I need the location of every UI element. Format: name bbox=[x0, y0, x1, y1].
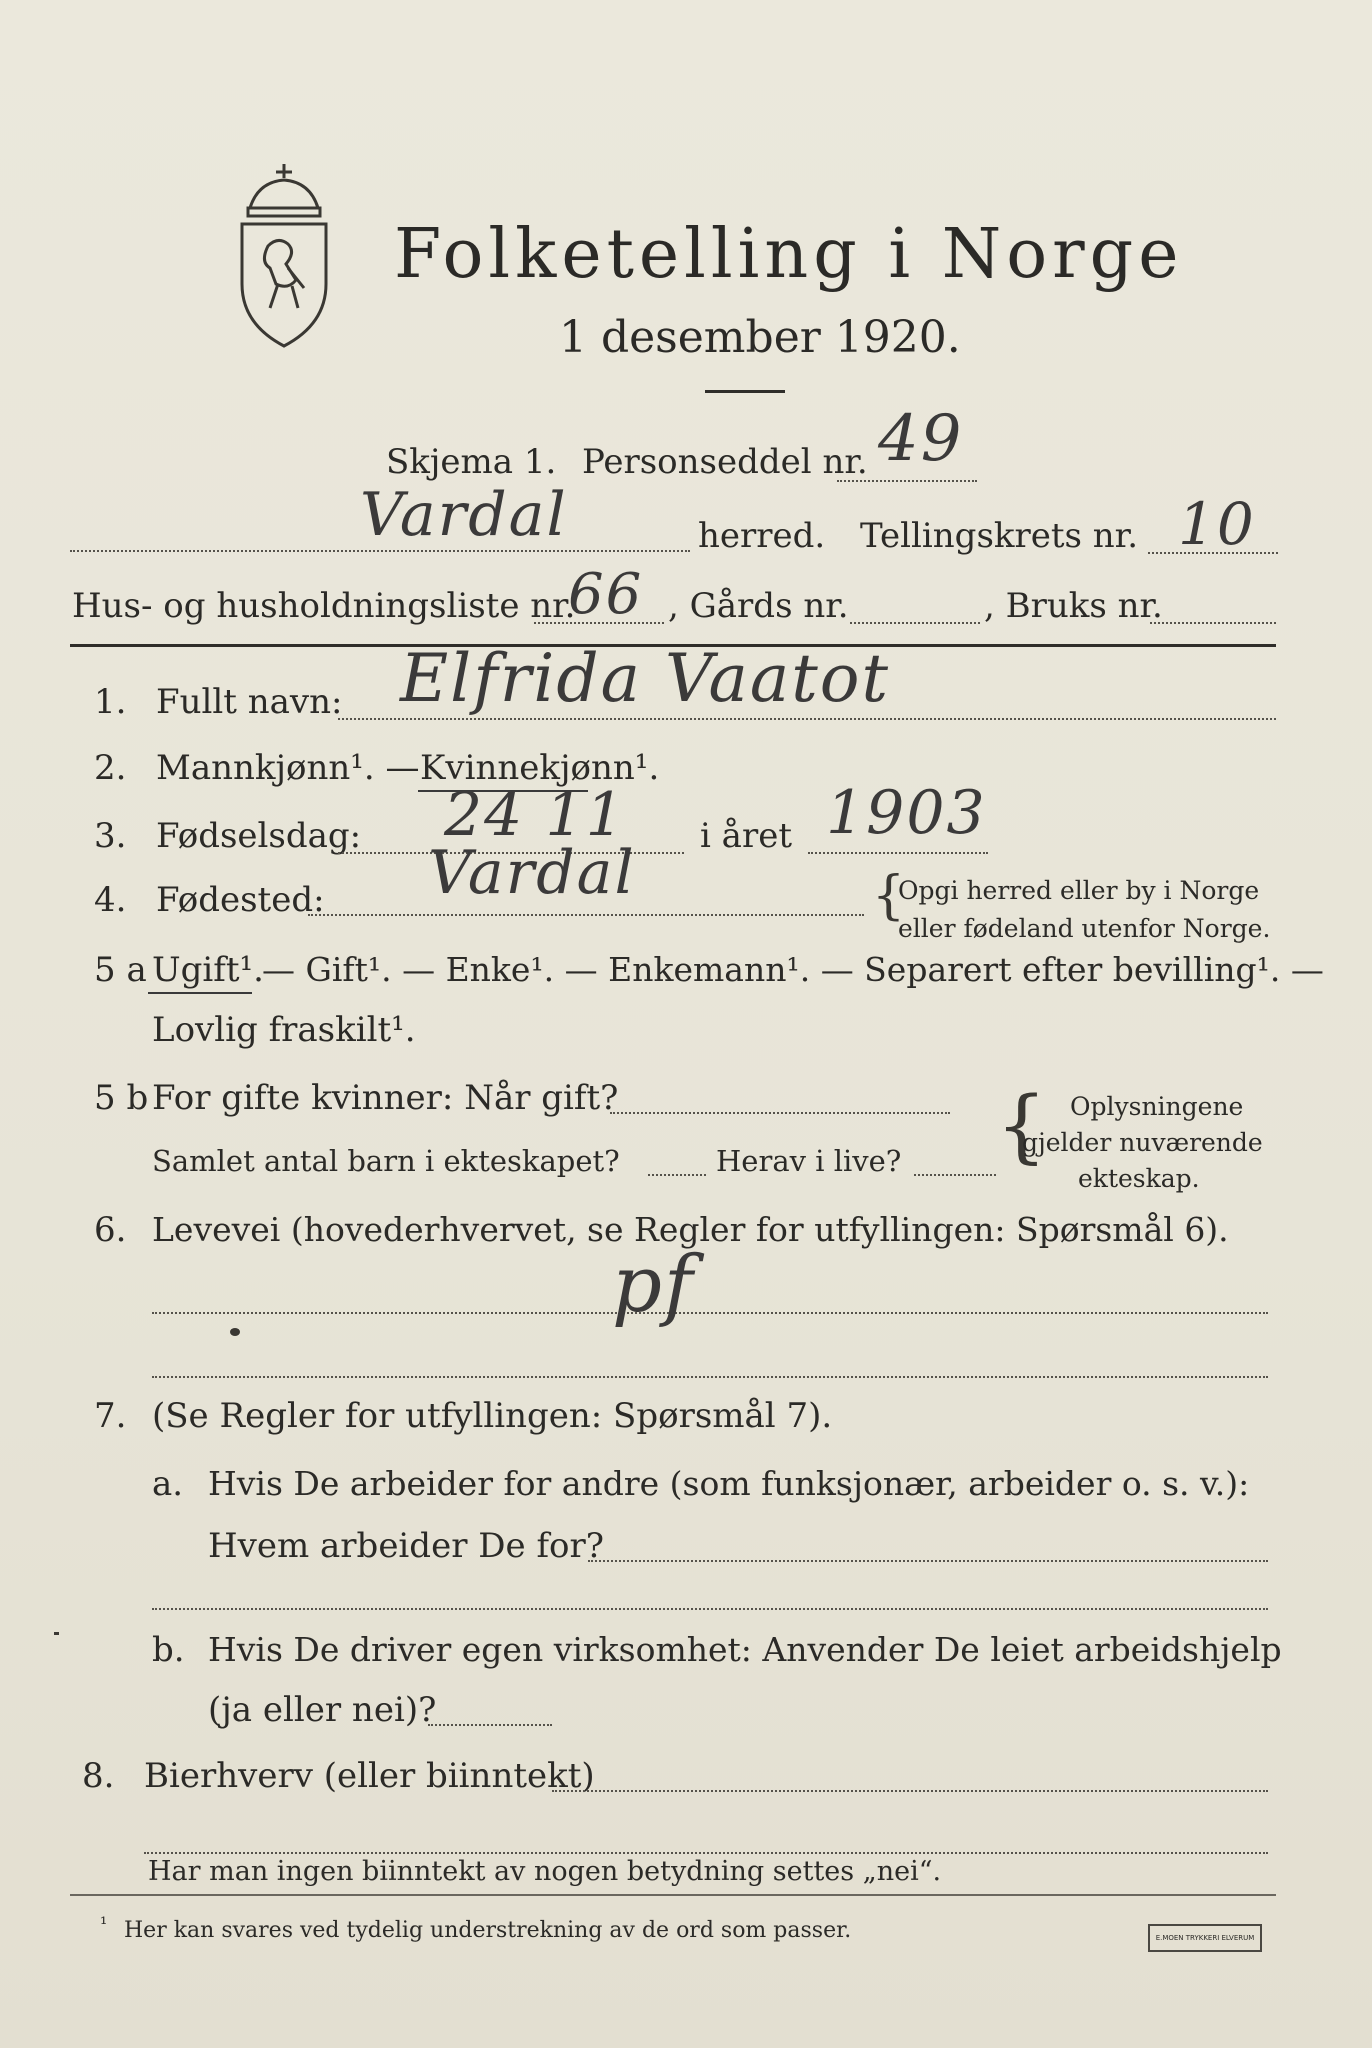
q5b-live-label: Herav i live? bbox=[716, 1144, 902, 1178]
census-date: 1 desember 1920. bbox=[559, 312, 961, 363]
q7a-line2: Hvem arbeider De for? bbox=[208, 1526, 604, 1566]
q6-line-2 bbox=[152, 1376, 1268, 1378]
q5b-gift-line bbox=[610, 1112, 950, 1114]
q4-note-1: Opgi herred eller by i Norge bbox=[898, 876, 1260, 905]
herred-value: Vardal bbox=[360, 480, 568, 550]
coat-of-arms-icon bbox=[228, 156, 340, 356]
q7b-line1: Hvis De driver egen virksomhet: Anvender De leiet arbeidshjelp bbox=[208, 1630, 1282, 1669]
q5a-options: — Gift¹. — Enke¹. — Enkemann¹. — Separert efter bevilling¹. — bbox=[262, 950, 1324, 989]
q2-mann: Mannkjønn¹. — bbox=[156, 748, 420, 788]
q8-number: 8. bbox=[82, 1756, 115, 1796]
q1-label: Fullt navn: bbox=[156, 682, 343, 722]
title-divider bbox=[705, 390, 785, 393]
footnote-text: Her kan svares ved tydelig understrekning av de ord som passer. bbox=[124, 1918, 852, 1943]
q7a-line1: Hvis De arbeider for andre (som funksjonær, arbeider o. s. v.): bbox=[208, 1464, 1250, 1503]
q5b-note-3: ekteskap. bbox=[1078, 1164, 1200, 1193]
q5b-note-1: Oplysningene bbox=[1070, 1092, 1244, 1121]
q5b-number: 5 b bbox=[94, 1078, 149, 1118]
q5b-note-2: gjelder nuværende bbox=[1022, 1128, 1263, 1157]
q5b-label: For gifte kvinner: Når gift? bbox=[152, 1078, 619, 1118]
q5a-ugift-underline bbox=[148, 992, 252, 994]
q6-number: 6. bbox=[94, 1210, 127, 1250]
bruks-line bbox=[1150, 622, 1276, 624]
personseddel-label: Personseddel nr. bbox=[582, 442, 868, 482]
q5a-line2: Lovlig fraskilt¹. bbox=[152, 1010, 416, 1050]
q7b-line2: (ja eller nei)? bbox=[208, 1690, 437, 1730]
herred-line bbox=[70, 550, 690, 552]
q2-number: 2. bbox=[94, 748, 127, 788]
q4-line bbox=[308, 914, 864, 916]
q5b-barn-line bbox=[648, 1174, 706, 1176]
q3-year-value: 1903 bbox=[826, 778, 987, 848]
hus-value: 66 bbox=[568, 562, 644, 627]
bruks-label: , Bruks nr. bbox=[984, 586, 1163, 626]
footer-rule bbox=[70, 1894, 1276, 1896]
q4-label: Fødested: bbox=[156, 880, 325, 920]
gards-line bbox=[850, 622, 980, 624]
form-title: Folketelling i Norge bbox=[394, 215, 1184, 294]
printer-stamp-text: E.MOEN TRYKKERI ELVERUM bbox=[1155, 1934, 1255, 1942]
q6-line-1 bbox=[152, 1312, 1268, 1314]
q5b-barn-label: Samlet antal barn i ekteskapet? bbox=[152, 1144, 620, 1178]
q8-line bbox=[552, 1790, 1268, 1792]
q3-number: 3. bbox=[94, 816, 127, 856]
ink-dot bbox=[230, 1328, 240, 1336]
q5a-number: 5 a bbox=[94, 950, 147, 990]
q1-value: Elfrida Vaatot bbox=[400, 640, 891, 717]
q7-number: 7. bbox=[94, 1396, 127, 1436]
q1-line bbox=[338, 718, 1276, 720]
q2-kvinne: Kvinnekjønn¹. bbox=[420, 748, 660, 788]
q3-value: 24 11 bbox=[444, 780, 626, 850]
gards-label: , Gårds nr. bbox=[668, 586, 849, 626]
q7a-letter: a. bbox=[152, 1464, 184, 1504]
biinntekt-note: Har man ingen biinntekt av nogen betydning settes „nei“. bbox=[148, 1856, 942, 1887]
tellingskrets-value: 10 bbox=[1178, 490, 1256, 558]
personseddel-value: 49 bbox=[878, 402, 964, 476]
q5b-brace: { bbox=[996, 1079, 1047, 1172]
q8-line-2 bbox=[144, 1852, 1268, 1854]
hus-label: Hus- og husholdningsliste nr. bbox=[72, 586, 576, 626]
footnote-mark: ¹ bbox=[100, 1914, 108, 1935]
q7b-letter: b. bbox=[152, 1630, 185, 1670]
herred-label: herred. bbox=[698, 516, 826, 556]
q7a-line-2 bbox=[152, 1608, 1268, 1610]
skjema-label: Skjema 1. bbox=[386, 442, 557, 482]
q1-number: 1. bbox=[94, 682, 127, 722]
q7-label: (Se Regler for utfyllingen: Spørsmål 7). bbox=[152, 1396, 833, 1436]
q4-value: Vardal bbox=[428, 838, 636, 908]
q8-label: Bierhverv (eller biinntekt) bbox=[144, 1756, 595, 1796]
q7b-line bbox=[428, 1724, 552, 1726]
printer-stamp bbox=[1148, 1924, 1262, 1952]
q5b-live-line bbox=[914, 1174, 996, 1176]
q7a-line bbox=[588, 1560, 1268, 1562]
margin-dot bbox=[54, 1632, 59, 1635]
q3-year-label: i året bbox=[700, 816, 792, 856]
q4-brace: { bbox=[872, 866, 906, 926]
q3-label: Fødselsdag: bbox=[156, 816, 362, 856]
q6-value: pf bbox=[612, 1240, 695, 1330]
q6-label: Levevei (hovederhvervet, se Regler for utfyllingen: Spørsmål 6). bbox=[152, 1210, 1229, 1249]
q3-year-line bbox=[808, 852, 988, 854]
personseddel-line bbox=[837, 480, 977, 482]
q5a-ugift: Ugift¹. bbox=[152, 950, 264, 990]
tellingskrets-label: Tellingskrets nr. bbox=[860, 516, 1139, 556]
q4-number: 4. bbox=[94, 880, 127, 920]
q4-note-2: eller fødeland utenfor Norge. bbox=[898, 914, 1271, 943]
